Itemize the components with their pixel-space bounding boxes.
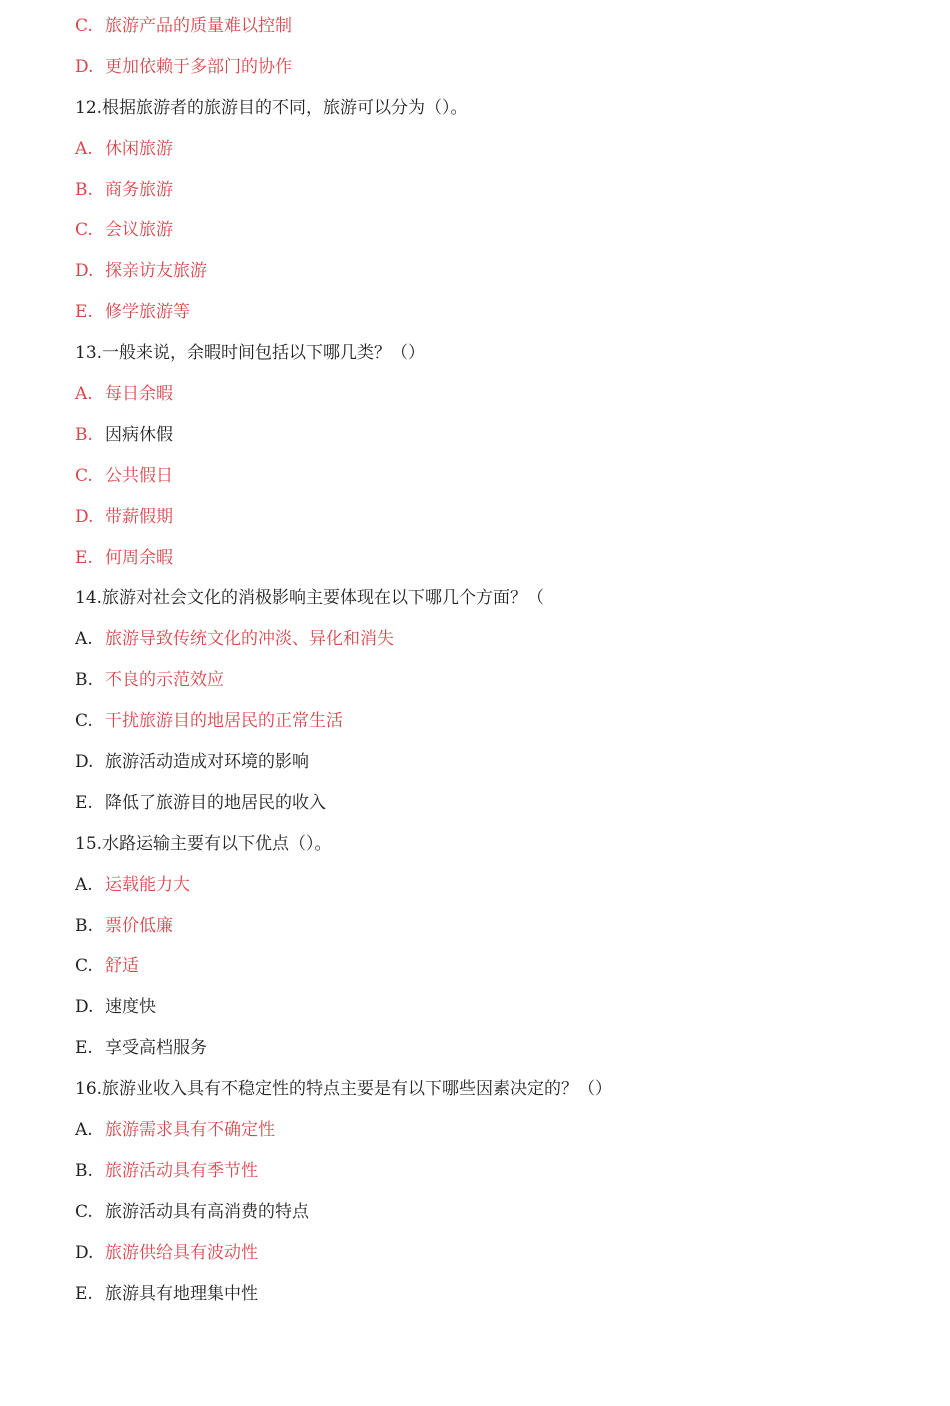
option-text: 干扰旅游目的地居民的正常生活: [105, 711, 343, 732]
option-letter: E.: [75, 547, 93, 568]
answer-option: [0, 415, 950, 456]
answer-option: [0, 538, 950, 579]
answer-option: [0, 497, 950, 538]
option-letter: C.: [75, 711, 93, 732]
option-text: 舒适: [105, 956, 139, 977]
option-letter: A.: [75, 138, 93, 159]
answer-option: [0, 619, 950, 660]
option-text: 享受高档服务: [105, 1038, 207, 1059]
option-letter: D.: [75, 997, 94, 1018]
answer-option: [0, 783, 950, 824]
option-text: 旅游活动具有高消费的特点: [105, 1201, 309, 1222]
answer-option: [0, 1192, 950, 1233]
option-text: 运载能力大: [105, 874, 190, 895]
option-text: 带薪假期: [105, 506, 173, 527]
option-text: 速度快: [105, 997, 156, 1018]
option-text: 每日余暇: [105, 384, 173, 405]
option-letter: C.: [75, 16, 93, 36]
option-letter: D.: [75, 261, 94, 282]
answer-option: [0, 47, 950, 88]
option-text: 旅游活动具有季节性: [105, 1160, 258, 1181]
question-stem: 15.水路运输主要有以下优点（）。: [75, 833, 332, 854]
option-letter: D.: [75, 752, 94, 773]
option-text: 休闲旅游: [105, 138, 173, 159]
option-letter: D.: [75, 1242, 94, 1263]
answer-option: [0, 292, 950, 333]
option-letter: D.: [75, 56, 94, 77]
question-stem: 12.根据旅游者的旅游目的不同，旅游可以分为（）。: [75, 97, 468, 118]
answer-option: [0, 210, 950, 251]
answer-option: [0, 906, 950, 947]
document-page: [0, 6, 950, 1315]
option-letter: C.: [75, 956, 93, 977]
answer-option: [0, 6, 950, 47]
option-text: 修学旅游等: [105, 302, 190, 323]
option-letter: D.: [75, 506, 94, 527]
option-letter: E.: [75, 792, 93, 813]
answer-option: [0, 660, 950, 701]
option-text: 旅游导致传统文化的冲淡、异化和消失: [105, 629, 394, 650]
option-letter: C.: [75, 220, 93, 241]
answer-option: [0, 1028, 950, 1069]
option-text: 会议旅游: [105, 220, 173, 241]
option-text: 旅游供给具有波动性: [105, 1242, 258, 1263]
option-text: 因病休假: [105, 424, 173, 445]
question-stem: 16.旅游业收入具有不稳定性的特点主要是有以下哪些因素决定的？（）: [75, 1079, 613, 1100]
option-letter: E.: [75, 1038, 93, 1059]
option-letter: C.: [75, 465, 93, 486]
option-text: 旅游需求具有不确定性: [105, 1120, 275, 1141]
option-letter: B.: [75, 670, 93, 691]
option-text: 不良的示范效应: [105, 670, 224, 691]
option-letter: A.: [75, 1120, 93, 1141]
answer-option: [0, 251, 950, 292]
option-text: 旅游活动造成对环境的影响: [105, 752, 309, 773]
answer-option: [0, 701, 950, 742]
option-letter: E.: [75, 302, 93, 323]
option-letter: B.: [75, 915, 93, 936]
option-text: 旅游产品的质量难以控制: [105, 16, 292, 36]
option-letter: E.: [75, 1283, 93, 1304]
option-text: 更加依赖于多部门的协作: [105, 56, 292, 77]
option-letter: A.: [75, 384, 93, 405]
option-letter: B.: [75, 424, 93, 445]
answer-option: [0, 946, 950, 987]
answer-option: [0, 1110, 950, 1151]
answer-option: [0, 170, 950, 211]
answer-option: [0, 1151, 950, 1192]
answer-option: [0, 742, 950, 783]
option-letter: B.: [75, 179, 93, 200]
option-text: 降低了旅游目的地居民的收入: [105, 792, 326, 813]
answer-option: [0, 374, 950, 415]
option-text: 公共假日: [105, 465, 173, 486]
answer-option: [0, 456, 950, 497]
answer-option: [0, 1274, 950, 1315]
answer-option: [0, 987, 950, 1028]
question-stem: 14.旅游对社会文化的消极影响主要体现在以下哪几个方面？（: [75, 588, 545, 609]
option-text: 探亲访友旅游: [105, 261, 207, 282]
option-letter: A.: [75, 629, 93, 650]
question-stem: 13.一般来说，余暇时间包括以下哪几类？（）: [75, 343, 426, 364]
option-letter: B.: [75, 1160, 93, 1181]
option-letter: C.: [75, 1201, 93, 1222]
option-text: 何周余暇: [105, 547, 173, 568]
option-letter: A.: [75, 874, 93, 895]
answer-option: [0, 1233, 950, 1274]
option-text: 票价低廉: [105, 915, 173, 936]
option-text: 旅游具有地理集中性: [105, 1283, 258, 1304]
answer-option: [0, 129, 950, 170]
option-text: 商务旅游: [105, 179, 173, 200]
answer-option: [0, 865, 950, 906]
